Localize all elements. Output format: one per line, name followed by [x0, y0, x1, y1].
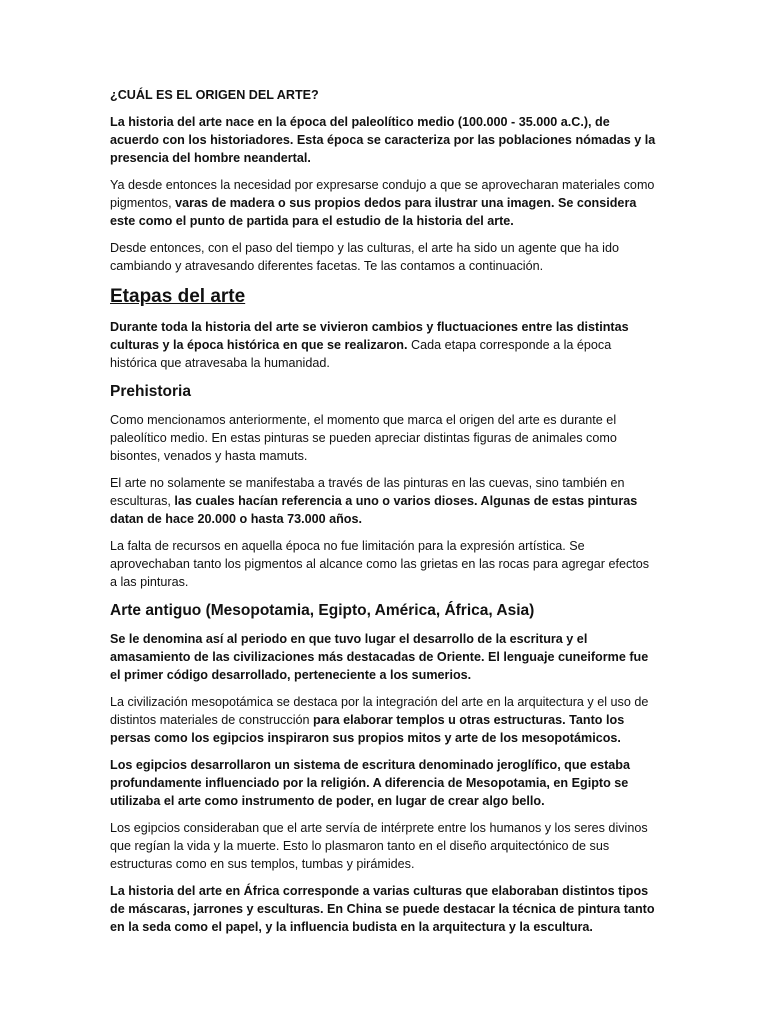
- intro-paragraph-2: Ya desde entonces la necesidad por expresarse condujo a que se aprovecharan materiales como pigmentos, varas de madera o sus propios dedos para ilustrar una imagen. Se considera este como el punto de partida para el estudio de la historia del arte.: [110, 178, 655, 228]
- arte-antiguo-paragraph-2: La civilización mesopotámica se destaca por la integración del arte en la arquitectura y el uso de distintos materiales de construcción para elaborar templos u otras estructuras. Tanto los persas como los egipcios inspiraron sus propios mitos y arte de los mesopotámicos.: [110, 695, 649, 745]
- heading-question: ¿CUÁL ES EL ORIGEN DEL ARTE?: [110, 88, 319, 102]
- intro-paragraph-1: La historia del arte nace en la época del paleolítico medio (100.000 - 35.000 a.C.), de acuerdo con los historiadores. Esta época se caracteriza por las poblaciones nómadas y la presencia del hombre neandertal.: [110, 115, 656, 165]
- subsection-title-prehistoria: Prehistoria: [110, 383, 191, 400]
- section-title-etapas: Etapas del arte: [110, 286, 246, 307]
- arte-antiguo-paragraph-3: Los egipcios desarrollaron un sistema de escritura denominado jeroglífico, que estaba profundamente influenciado por la religión. A diferencia de Mesopotamia, en Egipto se utilizaba el arte como instrumento de poder, en lugar de crear algo bello.: [110, 758, 630, 808]
- prehistoria-paragraph-3: La falta de recursos en aquella época no fue limitación para la expresión artística. Se aprovechaban tanto los pigmentos al alcance como las grietas en las rocas para agregar efectos a las pinturas.: [110, 539, 650, 589]
- subsection-title-arte-antiguo: Arte antiguo (Mesopotamia, Egipto, América, África, Asia): [110, 602, 535, 619]
- etapas-paragraph-1: Durante toda la historia del arte se vivieron cambios y fluctuaciones entre las distintas culturas y la época histórica en que se realizaron. Cada etapa corresponde a la época histórica que atravesaba la humanidad.: [110, 320, 629, 370]
- prehistoria-paragraph-2: El arte no solamente se manifestaba a través de las pinturas en las cuevas, sino también en esculturas, las cuales hacían referencia a uno o varios dioses. Algunas de estas pinturas datan de hace 20.000 o hasta 73.000 años.: [110, 476, 638, 526]
- arte-antiguo-paragraph-1: Se le denomina así al periodo en que tuvo lugar el desarrollo de la escritura y el amasamiento de las civilizaciones más destacadas de Oriente. El lenguaje cuneiforme fue el primer código desarrollado, perteneciente a los sumerios.: [110, 632, 649, 682]
- arte-antiguo-paragraph-4: Los egipcios consideraban que el arte servía de intérprete entre los humanos y los seres divinos que regían la vida y la muerte. Esto lo plasmaron tanto en el diseño arquitectónico de sus estructuras como en sus templos, tumbas y pirámides.: [110, 821, 648, 871]
- arte-antiguo-paragraph-5: La historia del arte en África corresponde a varias culturas que elaboraban distintos tipos de máscaras, jarrones y esculturas. En China se puede destacar la técnica de pintura tanto en la seda como el papel, y la influencia budista en la arquitectura y la escultura.: [110, 884, 655, 934]
- prehistoria-paragraph-1: Como mencionamos anteriormente, el momento que marca el origen del arte es durante el paleolítico medio. En estas pinturas se pueden apreciar distintas figuras de animales como bisontes, venados y hasta mamuts.: [110, 413, 617, 463]
- intro-paragraph-3: Desde entonces, con el paso del tiempo y las culturas, el arte ha sido un agente que ha ido cambiando y atravesando diferentes facetas. Te las contamos a continuación.: [110, 241, 619, 273]
